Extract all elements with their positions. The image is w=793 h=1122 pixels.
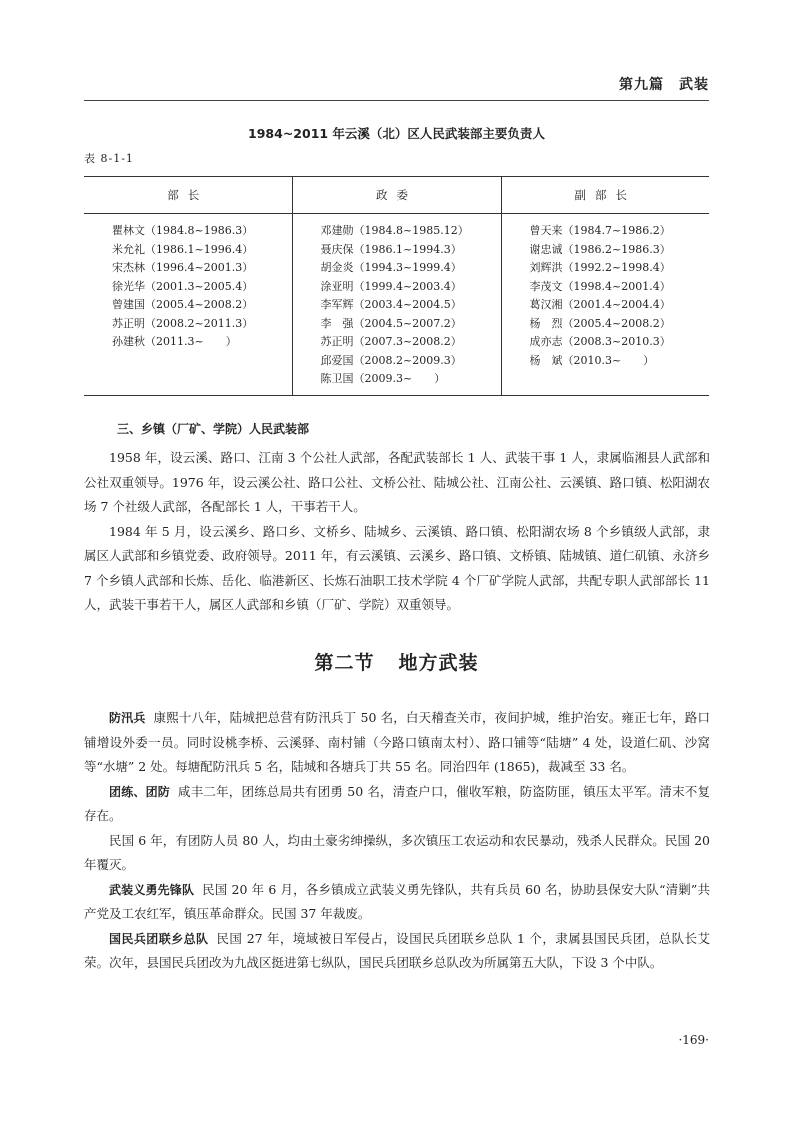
- table-cell-entry: 李茂文（1998.4~2001.4）: [529, 279, 671, 293]
- paragraph: 民国 6 年，有团防人员 80 人，均由土豪劣绅操纵，多次镇压工农运动和农民暴动，残杀人民群众。民国 20 年覆灭。: [84, 832, 710, 872]
- table-cell-entry: 曾建国（2005.4~2008.2）: [112, 298, 254, 311]
- keyword: 团练、团防: [109, 784, 170, 799]
- table-cell-entry: 宋杰林（1996.4~2001.3）: [112, 261, 254, 274]
- keyword: 武装义勇先锋队: [109, 882, 195, 897]
- chapter-title-number: 第二节: [314, 652, 375, 674]
- paragraph: 1958 年，设云溪、路口、江南 3 个公社人武部，各配武装部长 1 人、武装干事 1 人，隶属临湘县人武部和公社双重领导。1976 年，设云溪公社、路口公社、文桥公社、陆城公社、江南公社、云溪镇、路口镇、松阳湖农场 7 个社级人武部，各配部长 1 人，干事若干人。: [84, 450, 710, 514]
- commissar-list: [292, 214, 501, 396]
- table-cell-entry: 苏正明（2008.2~2011.3）: [112, 316, 254, 330]
- table-cell-entry: 刘辉洪（1992.2~1998.4）: [529, 261, 671, 274]
- table-cell-entry: 曾天来（1984.7~1986.2）: [529, 224, 671, 237]
- table-cell-entry: 李军辉（2003.4~2004.5）: [320, 298, 462, 311]
- paragraph: [84, 706, 710, 780]
- column-header-commissar: 政委: [292, 177, 501, 214]
- table-cell-entry: 邱爱国（2008.2~2009.3）: [320, 353, 462, 367]
- paragraph-text: 康熙十八年，陆城把总营有防汛兵丁 50 名，白天稽查关市，夜间护城，维护治安。雍正七年，路口铺增设外委一员。同时设桃李桥、云溪驿、南村铺（今路口镇南太村）、路口铺等“陆塘” 4 处，设道仁矶、沙窝等“水塘” 2 处。每塘配防汛兵 5 名，陆城和各塘兵丁共 55 名。同治四年 (1865)，裁减至 33 名。: [84, 710, 710, 774]
- table-cell-entry: 聂庆保（1986.1~1994.3）: [320, 242, 462, 256]
- page-number: ·169·: [678, 1033, 709, 1047]
- table-cell-entry: 孙建秋（2011.3~ ）: [112, 335, 237, 348]
- table-cell-entry: 杨 斌（2010.3~ ）: [529, 353, 655, 367]
- table-title: 1984~2011 年云溪（北）区人民武装部主要负责人: [248, 126, 545, 141]
- table-cell-entry: 米允礼（1986.1~1996.4）: [112, 242, 254, 256]
- paragraph: 1984 年 5 月，设云溪乡、路口乡、文桥乡、陆城乡、云溪镇、路口镇、松阳湖农场 8 个乡镇级人武部，隶属区人武部和乡镇党委、政府领导。2011 年，有云溪镇、云溪乡、路口镇、文桥镇、陆城镇、道仁矶镇、永济乡 7 个乡镇人武部和长炼、岳化、临港新区、长炼石油职工技术学院 4 个厂矿学院人武部，共配专职人武部部长 11 人，武装干事若干人，属区人武部和乡镇（厂矿、学院）双重领导。: [84, 523, 710, 612]
- keyword: 国民兵团联乡总队: [109, 931, 209, 946]
- table-cell-entry: 李 强（2004.5~2007.2）: [320, 316, 462, 330]
- section-heading: 三、乡镇（厂矿、学院）人民武装部: [117, 422, 310, 436]
- table-cell-entry: 杨 烈（2005.4~2008.2）: [529, 316, 671, 330]
- keyword: 防汛兵: [109, 711, 146, 725]
- table-cell-entry: 瞿林文（1984.8~1986.3）: [112, 224, 254, 237]
- paragraph: [84, 878, 710, 927]
- table-cell-entry: 邓建勋（1984.8~1985.12）: [320, 224, 469, 237]
- deputy-list: [501, 214, 709, 396]
- column-header-deputy: 副部长: [501, 177, 709, 214]
- table-cell-entry: 徐光华（2001.3~2005.4）: [112, 279, 254, 293]
- chapter-title-text: 地方武装: [398, 652, 479, 674]
- table-cell-entry: 陈卫国（2009.3~ ）: [320, 372, 446, 385]
- table-label: 表 8-1-1: [84, 152, 134, 165]
- table-cell-entry: 成亦志（2008.3~2010.3）: [529, 335, 671, 348]
- chapter-title: [0, 648, 793, 675]
- paragraph-text: 民国 27 年，境域被日军侵占，设国民兵团联乡总队 1 个，隶属县国民兵团，总队长艾荣。次年，县国民兵团改为九战区挺进第七纵队，国民兵团联乡总队改为所属第五大队，下设 3 个中队。: [84, 930, 710, 970]
- paragraph-text: 咸丰二年，团练总局共有团勇 50 名，清查户口，催收军粮，防盗防匪，镇压太平军。清末不复存在。: [84, 783, 710, 823]
- table-cell-entry: 涂亚明（1999.4~2003.4）: [320, 279, 462, 293]
- table-cell-entry: 葛汉湘（2001.4~2004.4）: [529, 298, 671, 311]
- paragraph: [84, 927, 710, 976]
- table-cell-entry: 苏正明（2007.3~2008.2）: [320, 335, 462, 348]
- leaders-table: [84, 176, 709, 396]
- paragraph-text: 民国 20 年 6 月，各乡镇成立武装义勇先锋队，共有兵员 60 名，协助县保安大队“清剿”共产党及工农红军，镇压革命群众。民国 37 年裁废。: [84, 881, 710, 921]
- section2-body: [84, 706, 710, 976]
- paragraph: [84, 780, 710, 829]
- column-header-director: 部长: [84, 177, 292, 214]
- table-cell-entry: 胡金炎（1994.3~1999.4）: [320, 261, 462, 274]
- page-header: [84, 70, 709, 101]
- director-list: [84, 214, 292, 396]
- running-title: 第九篇 武装: [619, 77, 709, 93]
- section3-body: [84, 446, 710, 618]
- table-cell-entry: 谢忠诚（1986.2~1986.3）: [529, 242, 671, 256]
